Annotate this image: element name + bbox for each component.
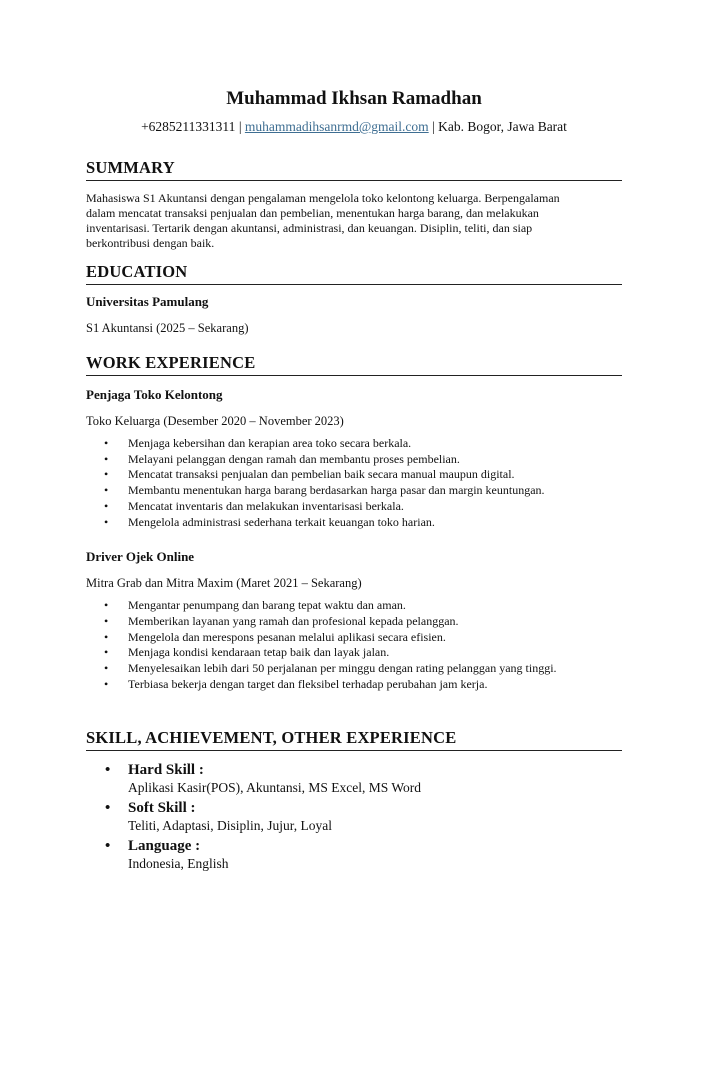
bullet-icon: • bbox=[104, 598, 109, 613]
section-title-skills: SKILL, ACHIEVEMENT, OTHER EXPERIENCE bbox=[86, 728, 457, 748]
skills-list bbox=[86, 761, 622, 873]
skill-heading: Soft Skill : bbox=[128, 800, 196, 817]
job-place: Mitra Grab dan Mitra Maxim (Maret 2021 – Sekarang) bbox=[86, 576, 362, 591]
location: Kab. Bogor, Jawa Barat bbox=[438, 119, 567, 134]
bullet-icon: • bbox=[105, 762, 111, 779]
skill-value: Teliti, Adaptasi, Disiplin, Jujur, Loyal bbox=[128, 818, 332, 834]
bullet-icon: • bbox=[104, 467, 109, 482]
list-item bbox=[86, 837, 622, 873]
list-item: • Mencatat transaksi penjualan dan pembelian baik secara manual maupun digital. bbox=[104, 467, 515, 482]
bullet-icon: • bbox=[104, 629, 109, 644]
summary-line: inventarisasi. Tertarik dengan akuntansi, administrasi, dan keuangan. Disiplin, teliti, dan siap bbox=[86, 221, 533, 235]
skill-heading: Language : bbox=[128, 838, 201, 855]
list-item bbox=[86, 799, 622, 835]
summary-line: dalam mencatat transaksi penjualan dan pembelian, menentukan harga barang, dan melakukan bbox=[86, 206, 539, 220]
skill-value: Indonesia, English bbox=[128, 856, 229, 872]
job-duties bbox=[86, 436, 622, 530]
bullet-icon: • bbox=[104, 436, 109, 450]
resume-page bbox=[0, 88, 706, 1088]
section-divider bbox=[86, 180, 622, 181]
separator: | bbox=[432, 119, 435, 134]
bullet-icon: • bbox=[105, 800, 111, 817]
list-item: • Menyelesaikan lebih dari 50 perjalanan per minggu dengan rating pelanggan yang tinggi. bbox=[104, 661, 557, 676]
list-item: • Menjaga kondisi kendaraan tetap baik dan layak jalan. bbox=[104, 645, 390, 660]
list-item: • Mengantar penumpang dan barang tepat waktu dan aman. bbox=[104, 598, 406, 613]
bullet-icon: • bbox=[104, 498, 109, 513]
work-section bbox=[86, 353, 622, 692]
job-duties bbox=[86, 598, 622, 692]
summary-line: Mahasiswa S1 Akuntansi dengan pengalaman mengelola toko kelontong keluarga. Berpengalaman bbox=[86, 191, 560, 205]
section-divider bbox=[86, 750, 622, 751]
list-item: • Memberikan layanan yang ramah dan profesional kepada pelanggan. bbox=[104, 613, 459, 628]
bullet-icon: • bbox=[104, 661, 109, 676]
section-title-work: WORK EXPERIENCE bbox=[86, 353, 256, 372]
skill-heading: Hard Skill : bbox=[128, 762, 204, 779]
bullet-icon: • bbox=[105, 838, 111, 855]
bullet-icon: • bbox=[104, 483, 109, 498]
list-item: • Menjaga kebersihan dan kerapian area toko secara berkala. bbox=[104, 436, 412, 450]
summary-line: berkontribusi dengan baik. bbox=[86, 236, 215, 250]
skills-section bbox=[86, 728, 622, 873]
bullet-icon: • bbox=[104, 676, 109, 691]
bullet-icon: • bbox=[104, 514, 109, 529]
section-title-education: EDUCATION bbox=[86, 262, 188, 281]
education-section bbox=[86, 262, 622, 336]
bullet-icon: • bbox=[104, 645, 109, 660]
list-item: • Mengelola dan merespons pesanan melalui aplikasi secara efisien. bbox=[104, 629, 446, 644]
email-link[interactable]: muhammadihsanrmd@gmail.com bbox=[244, 119, 429, 134]
candidate-name: Muhammad Ikhsan Ramadhan bbox=[226, 88, 482, 109]
job-entry bbox=[86, 387, 622, 530]
phone-number: +6285211331311 bbox=[141, 119, 236, 134]
list-item bbox=[86, 761, 622, 797]
job-role: Driver Ojek Online bbox=[86, 549, 195, 565]
list-item: • Terbiasa bekerja dengan target dan fleksibel terhadap perubahan jam kerja. bbox=[104, 676, 488, 691]
job-place: Toko Keluarga (Desember 2020 – November 2023) bbox=[86, 414, 344, 428]
list-item: • Mengelola administrasi sederhana terkait keuangan toko harian. bbox=[104, 514, 435, 529]
skill-value: Aplikasi Kasir(POS), Akuntansi, MS Excel, MS Word bbox=[128, 780, 422, 796]
job-role: Penjaga Toko Kelontong bbox=[86, 387, 223, 402]
list-item: • Mencatat inventaris dan melakukan inventarisasi berkala. bbox=[104, 498, 404, 513]
contact-line bbox=[86, 119, 622, 135]
bullet-icon: • bbox=[104, 613, 109, 628]
section-title-summary: SUMMARY bbox=[86, 158, 175, 177]
summary-text bbox=[86, 191, 622, 251]
list-item: • Membantu menentukan harga barang berdasarkan harga pasar dan margin keuntungan. bbox=[104, 483, 545, 498]
summary-section bbox=[86, 158, 622, 251]
list-item: • Melayani pelanggan dengan ramah dan membantu proses pembelian. bbox=[104, 451, 460, 466]
school-name: Universitas Pamulang bbox=[86, 294, 209, 309]
bullet-icon: • bbox=[104, 451, 109, 466]
job-entry bbox=[86, 549, 622, 692]
degree: S1 Akuntansi (2025 – Sekarang) bbox=[86, 321, 249, 335]
separator: | bbox=[238, 119, 242, 134]
section-divider bbox=[86, 284, 622, 285]
section-divider bbox=[86, 375, 622, 376]
